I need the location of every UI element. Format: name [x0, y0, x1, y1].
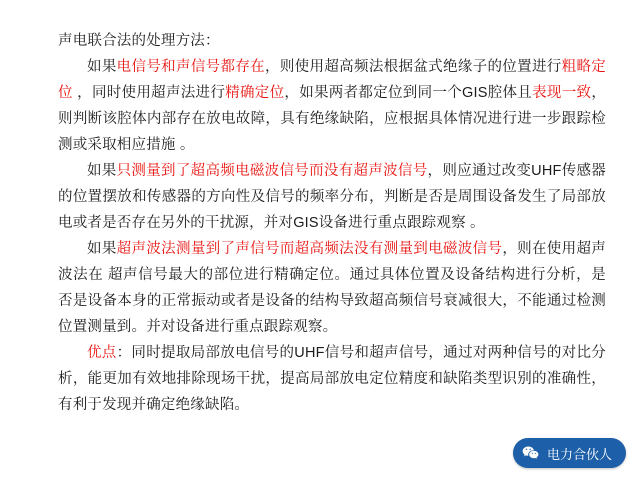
highlight-text: 电信号和声信号都存在: [116, 59, 265, 75]
highlight-text: 优点: [87, 345, 117, 361]
watermark-label: 电力合伙人: [546, 446, 612, 462]
wechat-icon: [521, 444, 540, 463]
body-text: ，则使用超高频法根据盆式绝缘子的位置进行: [265, 59, 562, 75]
body-text: ，则判断该腔体内部存在放电故障，具有绝缘缺陷，应根据具体情况进行进一步跟踪检测或采取相应措施 。: [58, 85, 607, 153]
watermark-badge[interactable]: [513, 438, 626, 468]
document-body: [58, 28, 606, 418]
highlight-text: 粗略定位: [58, 59, 607, 101]
body-text: ，则应通过改变UHF传感器的位置摆放和传感器的方向性及信号的频率分布，判断是否是周围设备发生了局部放电或者是否存在另外的干扰源，并对GIS设备进行重点跟踪观察 。: [58, 163, 607, 231]
body-text: ，如果两者都定位到同一个GIS腔体且: [284, 85, 533, 101]
document-heading: 声电联合法的处理方法：: [58, 33, 220, 49]
body-text: 如果: [87, 163, 117, 179]
body-text: ：同时提取局部放电信号的UHF信号和超声信号，通过对两种信号的对比分析，能更加有效地排除现场干扰，提高局部放电定位精度和缺陷类型识别的准确性，有利于发现并确定绝缘缺陷。: [58, 345, 606, 413]
highlight-text: 表现一致: [532, 85, 592, 101]
body-text: ，则在使用超声波法在 超声信号最大的部位进行精确定位。通过具体位置及设备结构进行分析，是否是设备本身的正常振动或者是设备的结构导致超高频信号衰减很大，不能通过检测位置测量到。并对设备进行重点跟踪观察。: [58, 241, 607, 335]
body-text: 如果: [87, 59, 117, 75]
paragraph-2: [58, 158, 606, 236]
body-text: ，同时使用超声法进行: [72, 85, 226, 101]
highlight-text: 精确定位: [225, 85, 285, 101]
paragraph-3: [58, 236, 606, 340]
highlight-text: 只测量到了超高频电磁波信号而没有超声波信号: [116, 163, 428, 179]
paragraph-1: [58, 54, 606, 158]
highlight-text: 超声波法测量到了声信号而超高频法没有测量到电磁波信号: [116, 241, 503, 257]
paragraph-4: [58, 340, 606, 418]
body-text: 如果: [87, 241, 117, 257]
